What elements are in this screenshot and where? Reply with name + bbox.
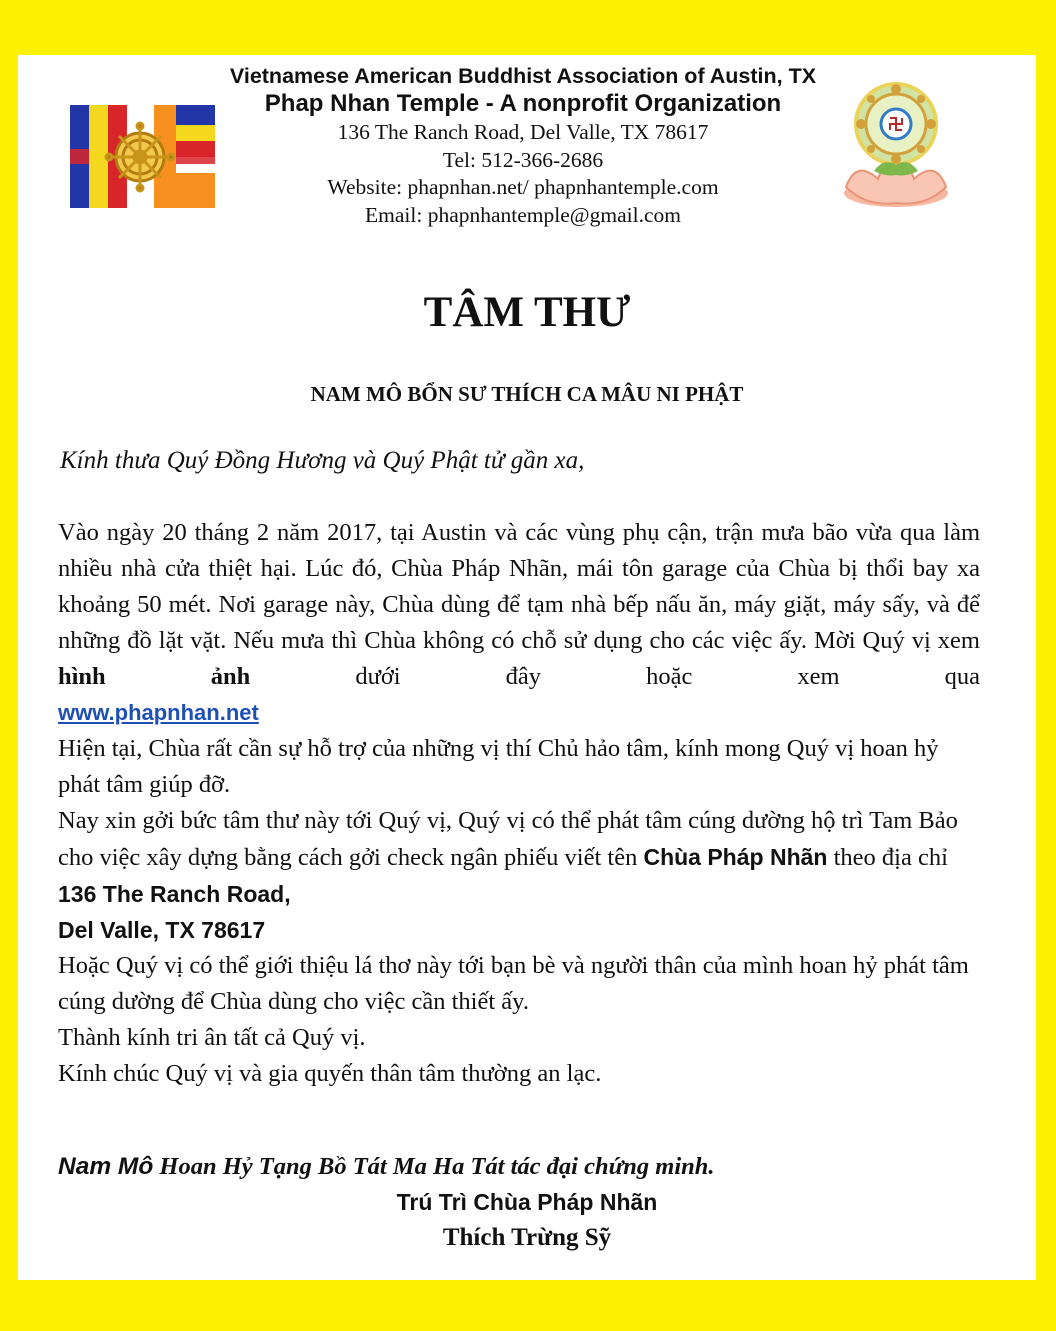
- letterhead: [198, 63, 848, 229]
- temple-website: Website: phapnhan.net/ phapnhantemple.com: [327, 175, 719, 199]
- lotus-dharma-wheel-icon: [836, 77, 956, 209]
- website-link[interactable]: www.phapnhan.net: [58, 700, 259, 725]
- signature-name: Thích Trừng Sỹ: [442, 1224, 612, 1251]
- temple-email: Email: phapnhantemple@gmail.com: [365, 202, 681, 227]
- temple-address: 136 The Ranch Road, Del Valle, TX 78617: [337, 120, 709, 144]
- mailing-address-line-1: 136 The Ranch Road,: [58, 881, 291, 907]
- closing-line: Nam Mô Hoan Hỷ Tạng Bồ Tát Ma Ha Tát tác đại chứng minh.: [58, 1153, 715, 1180]
- greeting: Kính thưa Quý Đồng Hương và Quý Phật tử gần xa,: [60, 447, 585, 474]
- paragraph-4: Hoặc Quý vị có thể giới thiệu lá thơ này tới bạn bè và người thân của mình hoan hỷ phát tâm cúng dường để Chùa dùng cho việc cần thiết ấy.: [58, 952, 969, 1015]
- mailing-address-line-2: Del Valle, TX 78617: [58, 917, 266, 943]
- paragraph-2: Hiện tại, Chùa rất cần sự hỗ trợ của những vị thí Chủ hảo tâm, kính mong Quý vị hoan hỷ phát tâm giúp đỡ.: [58, 735, 939, 798]
- temple-phone: Tel: 512-366-2686: [442, 147, 604, 172]
- paragraph-6: Kính chúc Quý vị và gia quyến thân tâm thường an lạc.: [58, 1060, 602, 1087]
- temple-name: Phap Nhan Temple - A nonprofit Organization: [264, 90, 782, 117]
- letter-title: TÂM THƯ: [423, 289, 631, 336]
- letter-subtitle: NAM MÔ BỔN SƯ THÍCH CA MÂU NI PHẬT: [310, 382, 744, 406]
- letter-page: [18, 55, 1036, 1280]
- signature-role: Trú Trì Chùa Pháp Nhãn: [396, 1189, 658, 1215]
- paragraph-5: Thành kính tri ân tất cả Quý vị.: [58, 1024, 366, 1051]
- paragraph-3: Nay xin gởi bức tâm thư này tới Quý vị, Quý vị có thể phát tâm cúng dường hộ trì Tam Bảo cho việc xây dựng bằng cách gởi check ngân phiếu viết tên Chùa Pháp Nhãn theo địa chỉ: [58, 807, 958, 871]
- website-link-row: [58, 695, 980, 731]
- buddhist-flag-dharma-wheel-icon: [70, 105, 215, 208]
- letter-body: [58, 515, 980, 1092]
- paragraph-1: Vào ngày 20 tháng 2 năm 2017, tại Austin và các vùng phụ cận, trận mưa bão vừa qua làm nhiều nhà cửa thiệt hại. Lúc đó, Chùa Pháp Nhãn, mái tôn garage của Chùa bị thổi bay xa khoảng 50 mét. Nơi garage này, Chùa dùng để tạm nhà bếp nấu ăn, máy giặt, máy sấy, và để những đồ lặt vặt. Nếu mưa thì Chùa không có chỗ sử dụng cho các việc ấy. Mời Quý vị xem hình ảnh dưới đây hoặc xem qua: [58, 519, 981, 690]
- association-name: Vietnamese American Buddhist Association of Austin, TX: [229, 64, 817, 88]
